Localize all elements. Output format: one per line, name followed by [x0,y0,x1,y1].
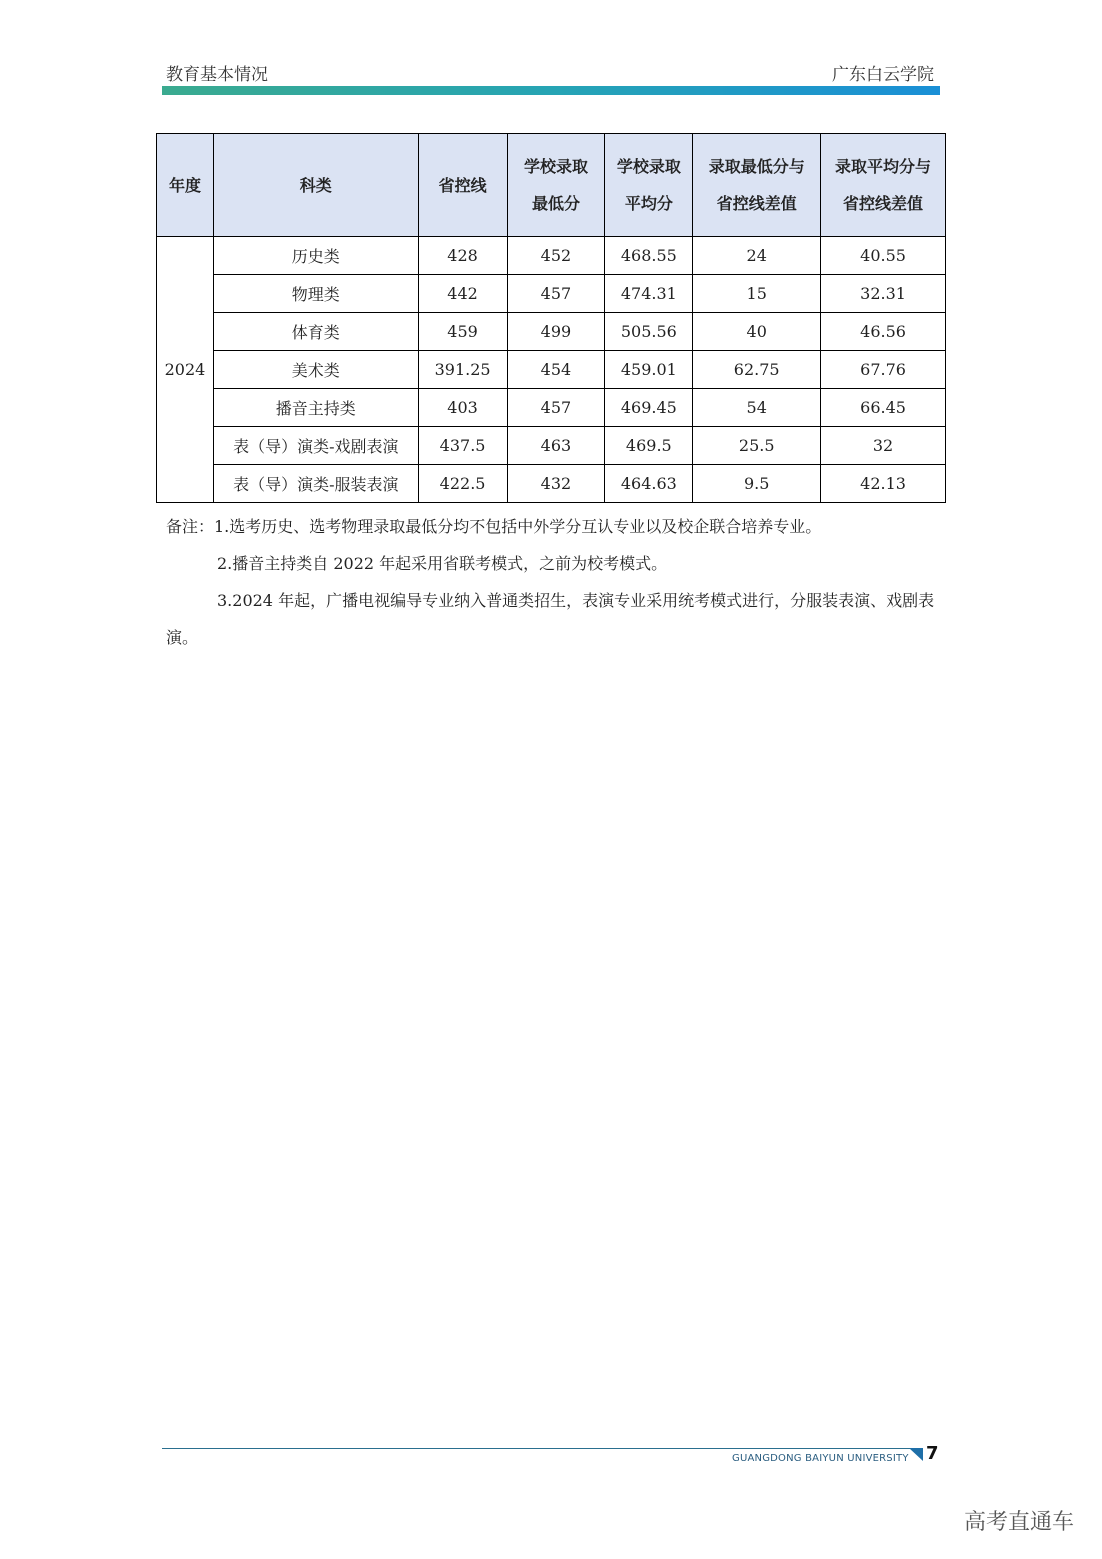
header-cell-year: 年度 [157,134,214,237]
header-section-title: 教育基本情况 [166,65,268,85]
table-cell: 40 [693,313,821,351]
table-cell: 表（导）演类-服装表演 [213,465,418,503]
table-cell: 391.25 [418,351,507,389]
table-cell: 469.5 [605,427,693,465]
table-cell: 459.01 [605,351,693,389]
table-cell: 457 [507,275,605,313]
note-1: 备注：1.选考历史、选考物理录取最低分均不包括中外学分互认专业以及校企联合培养专业。 [166,517,822,536]
footer-triangle-icon [909,1448,923,1461]
table-cell: 15 [693,275,821,313]
table-cell: 505.56 [605,313,693,351]
table-cell: 32 [821,427,946,465]
table-cell: 美术类 [213,351,418,389]
table-cell: 463 [507,427,605,465]
table-cell: 454 [507,351,605,389]
header-cell-category: 科类 [213,134,418,237]
table-cell: 表（导）演类-戏剧表演 [213,427,418,465]
table-cell: 459 [418,313,507,351]
table-cell: 469.45 [605,389,693,427]
year-cell: 2024 [157,237,214,503]
table-row [157,351,946,389]
watermark-text: 高考直通车 [964,1510,1075,1535]
table-cell: 422.5 [418,465,507,503]
table-cell: 40.55 [821,237,946,275]
table-row [157,465,946,503]
table-cell: 428 [418,237,507,275]
table-cell: 体育类 [213,313,418,351]
header-cell-avg-diff: 录取平均分与 省控线差值 [821,134,946,237]
table-cell: 499 [507,313,605,351]
header-cell-provincial-line: 省控线 [418,134,507,237]
footer-rule [162,1448,910,1449]
note-2: 2.播音主持类自 2022 年起采用省联考模式，之前为校考模式。 [217,554,668,573]
header-cell-min-diff: 录取最低分与 省控线差值 [693,134,821,237]
table-cell: 历史类 [213,237,418,275]
table-cell: 468.55 [605,237,693,275]
table-row [157,313,946,351]
table-cell: 474.31 [605,275,693,313]
note-3: 3.2024 年起，广播电视编导专业纳入普通类招生，表演专业采用统考模式进行，分服装表演、戏剧表演。 [166,591,935,647]
table-cell: 46.56 [821,313,946,351]
table-cell: 437.5 [418,427,507,465]
header-cell-avg-score: 学校录取 平均分 [605,134,693,237]
table-cell: 67.76 [821,351,946,389]
table-row [157,427,946,465]
table-cell: 442 [418,275,507,313]
table-cell: 54 [693,389,821,427]
table-cell: 24 [693,237,821,275]
table-cell: 42.13 [821,465,946,503]
table-cell: 452 [507,237,605,275]
table-cell: 物理类 [213,275,418,313]
table-cell: 32.31 [821,275,946,313]
table-row [157,237,946,275]
table-cell: 403 [418,389,507,427]
table-cell: 457 [507,389,605,427]
page-number: 7 [926,1443,939,1464]
notes-section [166,508,936,656]
table-row [157,389,946,427]
header-institution-name: 广东白云学院 [832,65,934,85]
table-row [157,275,946,313]
table-cell: 66.45 [821,389,946,427]
header-gradient-bar [162,86,940,95]
table-header-row [157,134,946,237]
table-cell: 432 [507,465,605,503]
table-cell: 播音主持类 [213,389,418,427]
table-cell: 9.5 [693,465,821,503]
table-cell: 25.5 [693,427,821,465]
header-cell-min-score: 学校录取 最低分 [507,134,605,237]
table-cell: 62.75 [693,351,821,389]
admission-score-table [156,133,946,503]
footer-university-name: GUANGDONG BAIYUN UNIVERSITY [732,1453,909,1464]
table-cell: 464.63 [605,465,693,503]
